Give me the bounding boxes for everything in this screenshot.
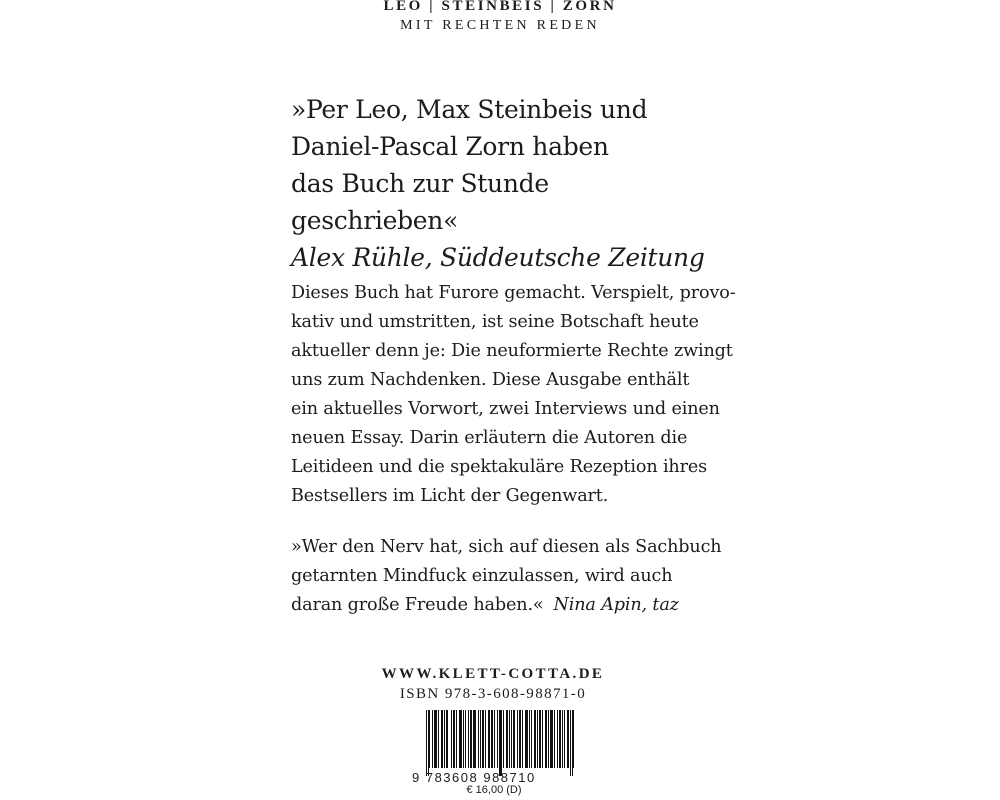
barcode-bar: [517, 710, 518, 768]
review-quote-source: Nina Apin, taz: [553, 595, 679, 615]
barcode-bar: [567, 710, 568, 768]
barcode-bar: [542, 710, 543, 768]
barcode-bar: [459, 710, 460, 768]
barcode-bar: [465, 710, 466, 768]
barcode-bar: [428, 710, 429, 776]
barcode-bar: [463, 710, 464, 768]
barcode-bar: [475, 710, 476, 768]
barcode-bar: [519, 710, 520, 768]
barcode-bar: [492, 710, 493, 768]
barcode-bar: [444, 710, 445, 768]
barcode-bar: [559, 710, 560, 768]
lead-quote-line: das Buch zur Stunde geschrieben«: [291, 169, 549, 235]
barcode-bar: [432, 710, 433, 768]
barcode-bar: [527, 710, 528, 768]
barcode-bar: [529, 710, 530, 768]
barcode-bar: [525, 710, 526, 768]
barcode-bar: [557, 710, 558, 768]
barcode-bar: [568, 710, 569, 768]
publisher-website: WWW.KLETT-COTTA.DE: [381, 666, 605, 682]
review-quote-line-last: [291, 591, 721, 620]
lead-quote-line: »Per Leo, Max Steinbeis und: [291, 95, 648, 124]
barcode-number: 9 783608 988710: [412, 770, 536, 785]
barcode-bar: [570, 710, 571, 776]
barcode-bar: [500, 710, 501, 776]
book-description: [291, 279, 736, 511]
barcode-bar: [531, 710, 532, 768]
barcode-bar: [546, 710, 547, 768]
barcode-bar: [562, 710, 563, 768]
barcode-bar: [550, 710, 551, 768]
book-header: [0, 0, 1000, 34]
barcode-bar: [426, 710, 427, 776]
barcode-bar: [503, 710, 504, 768]
barcode-bar: [507, 710, 508, 768]
barcode-bar: [552, 710, 553, 768]
description-line: Dieses Buch hat Furore gemacht. Verspielt, provo-: [291, 283, 736, 303]
barcode-bar: [435, 710, 436, 768]
barcode-bar: [573, 710, 574, 768]
barcode-bar: [456, 710, 457, 768]
barcode-bar: [441, 710, 442, 768]
book-title: MIT RECHTEN REDEN: [400, 18, 600, 33]
barcode-bar: [471, 710, 472, 768]
lead-quote: [291, 91, 711, 276]
barcode-bar: [480, 710, 481, 768]
author-names: LEO | STEINBEIS | ZORN: [383, 0, 617, 14]
review-quote-line: »Wer den Nerv hat, sich auf diesen als Sachbuch: [291, 537, 722, 557]
review-quote-line: getarnten Mindfuck einzulassen, wird auch: [291, 566, 673, 586]
barcode-bar: [499, 710, 500, 776]
barcode-bar: [572, 710, 573, 776]
barcode-bar: [468, 710, 469, 768]
description-line: Leitideen und die spektakuläre Rezeption ihres: [291, 457, 708, 477]
isbn: ISBN 978-3-608-98871-0: [399, 686, 587, 702]
description-line: kativ und umstritten, ist seine Botschaft heute: [291, 312, 699, 332]
barcode-bar: [494, 710, 495, 768]
barcode-bar: [497, 710, 498, 768]
barcode-bar: [451, 710, 452, 768]
barcode-bar: [535, 710, 536, 768]
description-line: uns zum Nachdenken. Diese Ausgabe enthält: [291, 370, 690, 390]
barcode-bar: [554, 710, 555, 768]
barcode-bar: [447, 710, 448, 768]
barcode-bar: [482, 710, 483, 768]
barcode-bar: [429, 710, 430, 768]
barcode: [412, 708, 576, 784]
barcode-bar: [540, 710, 541, 768]
barcode-bar: [434, 710, 435, 768]
barcode-bar: [436, 710, 437, 768]
barcode-bar: [483, 710, 484, 768]
review-quote-text: daran große Freude haben.«: [291, 595, 544, 615]
barcode-bar: [453, 710, 454, 768]
barcode-bar: [442, 710, 443, 768]
barcode-bar: [509, 710, 510, 768]
barcode-bar: [460, 710, 461, 768]
lead-quote-line: Daniel-Pascal Zorn haben: [291, 132, 609, 161]
barcode-bar: [526, 710, 527, 768]
description-line: ein aktuelles Vorwort, zwei Interviews und einen: [291, 399, 720, 419]
barcode-bar: [454, 710, 455, 768]
barcode-bar: [489, 710, 490, 768]
barcode-bar: [485, 710, 486, 768]
barcode-bar: [514, 710, 515, 768]
review-quote: [291, 533, 721, 620]
barcode-bar: [551, 710, 552, 768]
barcode-bar: [564, 710, 565, 768]
barcode-bar: [511, 710, 512, 768]
description-line: Bestsellers im Licht der Gegenwart.: [291, 486, 609, 506]
barcode-bar: [548, 710, 549, 768]
barcode-bar: [501, 710, 502, 776]
barcode-bar: [474, 710, 475, 768]
barcode-bar: [537, 710, 538, 768]
barcode-bar: [491, 710, 492, 768]
description-line: neuen Essay. Darin erläutern die Autoren die: [291, 428, 688, 448]
barcode-bar: [560, 710, 561, 768]
price: € 16,00 (D): [466, 784, 522, 796]
lead-quote-source: Alex Rühle, Süddeutsche Zeitung: [291, 243, 705, 272]
barcode-bar: [522, 710, 523, 768]
barcode-bar: [461, 710, 462, 768]
barcode-bar: [520, 710, 521, 768]
barcode-bar: [513, 710, 514, 768]
barcode-bar: [539, 710, 540, 768]
description-line: aktueller denn je: Die neuformierte Rechte zwingt: [291, 341, 733, 361]
barcode-bar: [506, 710, 507, 768]
barcode-bar: [478, 710, 479, 768]
barcode-bar: [545, 710, 546, 768]
barcode-bar: [473, 710, 474, 768]
barcode-bar: [446, 710, 447, 768]
barcode-bar: [438, 710, 439, 768]
barcode-bar: [488, 710, 489, 768]
barcode-bar: [534, 710, 535, 768]
barcode-bar: [470, 710, 471, 768]
